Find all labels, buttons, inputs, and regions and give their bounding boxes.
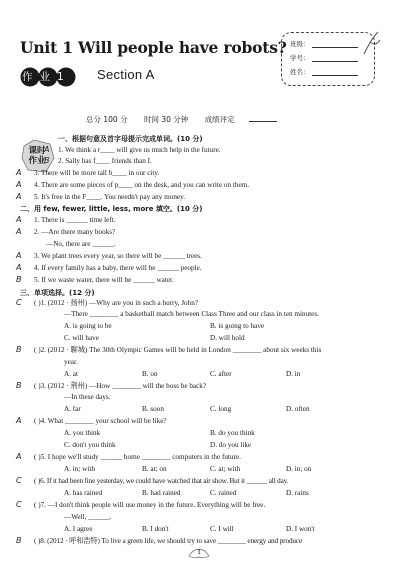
q4-option-d[interactable]: D. do you like bbox=[210, 441, 252, 449]
total-score: 总分 100 分 bbox=[86, 115, 128, 124]
q7-mark: C bbox=[16, 500, 22, 509]
part2-item3: 3. We plant trees every year, so there will be ______ trees. bbox=[34, 252, 202, 260]
q2-option-b[interactable]: B. on bbox=[142, 370, 158, 378]
q5-option-d[interactable]: D. in; on bbox=[286, 465, 312, 473]
page-number-text: 1 bbox=[197, 547, 201, 556]
q3-stem: ( )3. (2012 · 荆州) —How ________ will the boss be back? bbox=[34, 382, 207, 390]
homework-tag bbox=[20, 66, 76, 93]
part1-item3-mark: A bbox=[16, 168, 22, 177]
q1-option-d[interactable]: D. will hold bbox=[210, 334, 245, 342]
grade-blank[interactable] bbox=[249, 121, 277, 122]
q1-option-b[interactable]: B. is going to have bbox=[210, 322, 265, 330]
q5-mark: A bbox=[16, 452, 22, 461]
part1-item1: 1. We think a r____ will give us much help in the future. bbox=[58, 146, 221, 154]
part2-item4: 4. If every family has a baby, there will be ______ people. bbox=[34, 264, 202, 272]
part1-item1-mark: A bbox=[44, 145, 50, 154]
part2-item1: 1. There is ______ time left. bbox=[34, 216, 116, 224]
q6-option-a[interactable]: A. has rained bbox=[64, 489, 103, 497]
part2-item2: 2. —Are there many books? bbox=[34, 228, 116, 236]
part2-item4-mark: A bbox=[16, 263, 22, 272]
q4-mark: A bbox=[16, 416, 22, 425]
q6-option-d[interactable]: D. rains bbox=[286, 489, 309, 497]
q1-option-a[interactable]: A. is going to be bbox=[64, 322, 112, 330]
homework-tag-text: 作业1 bbox=[22, 71, 71, 83]
q2-stem-2: year. bbox=[64, 358, 78, 366]
part3-heading: 三、单项选择。(12 分) bbox=[20, 289, 95, 297]
q2-option-c[interactable]: C. after bbox=[210, 370, 232, 378]
section-label: Section A bbox=[97, 67, 155, 82]
part2-item2-mark: A bbox=[16, 227, 22, 236]
part1-item2-mark: B bbox=[44, 156, 50, 165]
part1-item3: 3. There will be more tall b____ in our city. bbox=[34, 169, 160, 177]
q7-option-d[interactable]: D. I won't bbox=[286, 525, 315, 533]
q1-option-c[interactable]: C. will have bbox=[64, 334, 99, 342]
q3-option-c[interactable]: C. long bbox=[210, 405, 232, 413]
q8-mark: B bbox=[16, 536, 22, 545]
q7-option-b[interactable]: B. I don't bbox=[142, 525, 169, 533]
student-id-field[interactable] bbox=[290, 53, 358, 63]
q6-stem: ( )6. If it had been fine yesterday, we could have watched that air show. But it ______ all day. bbox=[34, 477, 289, 485]
pen-doodle-icon bbox=[360, 28, 382, 58]
q7-stem: ( )7. —I don't think people will use money in the future. Everything will be free. bbox=[34, 501, 266, 509]
part2-item2-answer: —No, there are ______. bbox=[46, 240, 116, 248]
part2-item5-mark: B bbox=[16, 275, 22, 284]
part2-item3-mark: A bbox=[16, 251, 22, 260]
part1-item5: 5. It's free in the F____. You needn't pay any money. bbox=[34, 193, 186, 201]
grade-label: 成绩评定 bbox=[204, 115, 235, 124]
q6-option-b[interactable]: B. had rained bbox=[142, 489, 181, 497]
class-label: 班级： bbox=[290, 40, 310, 48]
unit-title: Unit 1 Will people have robots? bbox=[20, 38, 287, 57]
q2-mark: B bbox=[16, 345, 22, 354]
q4-option-a[interactable]: A. you think bbox=[64, 429, 101, 437]
q5-option-a[interactable]: A. in; with bbox=[64, 465, 95, 473]
q2-option-a[interactable]: A. at bbox=[64, 370, 78, 378]
q2-stem: ( )2. (2012 · 聊城) The 30th Olympic Games will be held in London ________ about six weeks this bbox=[34, 346, 322, 354]
score-summary bbox=[86, 114, 291, 125]
q2-option-d[interactable]: D. in bbox=[286, 370, 301, 378]
part2-item1-mark: A bbox=[16, 215, 22, 224]
part1-item5-mark: A bbox=[16, 192, 22, 201]
q4-option-c[interactable]: C. don't you think bbox=[64, 441, 116, 449]
q3-option-a[interactable]: A. far bbox=[64, 405, 81, 413]
q7-option-c[interactable]: C. I will bbox=[210, 525, 234, 533]
q3-option-b[interactable]: B. soon bbox=[142, 405, 164, 413]
q7-stem-2: —Well, ______. bbox=[64, 513, 112, 521]
student-name-label: 姓名： bbox=[290, 68, 310, 76]
q7-option-a[interactable]: A. I agree bbox=[64, 525, 93, 533]
part1-heading: 一、根据句意及首字母提示完成单词。(10 分) bbox=[58, 135, 203, 143]
q3-option-d[interactable]: D. often bbox=[286, 405, 310, 413]
time-limit: 时间 30 分钟 bbox=[143, 115, 189, 124]
lesson-badge-text: 课时作业 bbox=[28, 146, 46, 166]
q1-mark: C bbox=[16, 298, 22, 307]
q8-stem: ( )8. (2012 · 呼和浩特) To live a green life, we should try to save ________ energy and produce bbox=[34, 537, 303, 545]
q6-mark: C bbox=[16, 476, 22, 485]
q3-mark: B bbox=[16, 381, 22, 390]
part2-item5: 5. If we waste water, there will be ______ water. bbox=[34, 276, 174, 284]
page-number bbox=[188, 546, 210, 560]
part1-item4-mark: A bbox=[16, 180, 22, 189]
q4-stem: ( )4. What ________ your school will be like? bbox=[34, 417, 167, 425]
part2-heading: 二、用 few, fewer, little, less, more 填空。(10 分) bbox=[20, 205, 203, 213]
q5-option-c[interactable]: C. at; with bbox=[210, 465, 241, 473]
q6-option-c[interactable]: C. rained bbox=[210, 489, 237, 497]
q1-stem: ( )1. (2012 · 扬州) —Why are you in such a hurry, John? bbox=[34, 299, 199, 307]
part1-item4: 4. There are some pieces of p____ on the desk, and you can write on them. bbox=[34, 181, 250, 189]
q3-stem-2: —In these days. bbox=[64, 393, 111, 401]
q1-stem-2: —There ________ a basketball match between Class Three and our class in ten minutes. bbox=[64, 310, 319, 318]
student-id-label: 学号： bbox=[290, 54, 310, 62]
student-name-field[interactable] bbox=[290, 67, 358, 77]
q5-stem: ( )5. I hope we'll study ______ home ________ computers in the future. bbox=[34, 453, 241, 461]
q5-option-b[interactable]: B. at; on bbox=[142, 465, 167, 473]
class-field[interactable] bbox=[290, 39, 358, 49]
part1-item2: 2. Sally has f____ friends than I. bbox=[58, 157, 152, 165]
q4-option-b[interactable]: B. do you think bbox=[210, 429, 255, 437]
